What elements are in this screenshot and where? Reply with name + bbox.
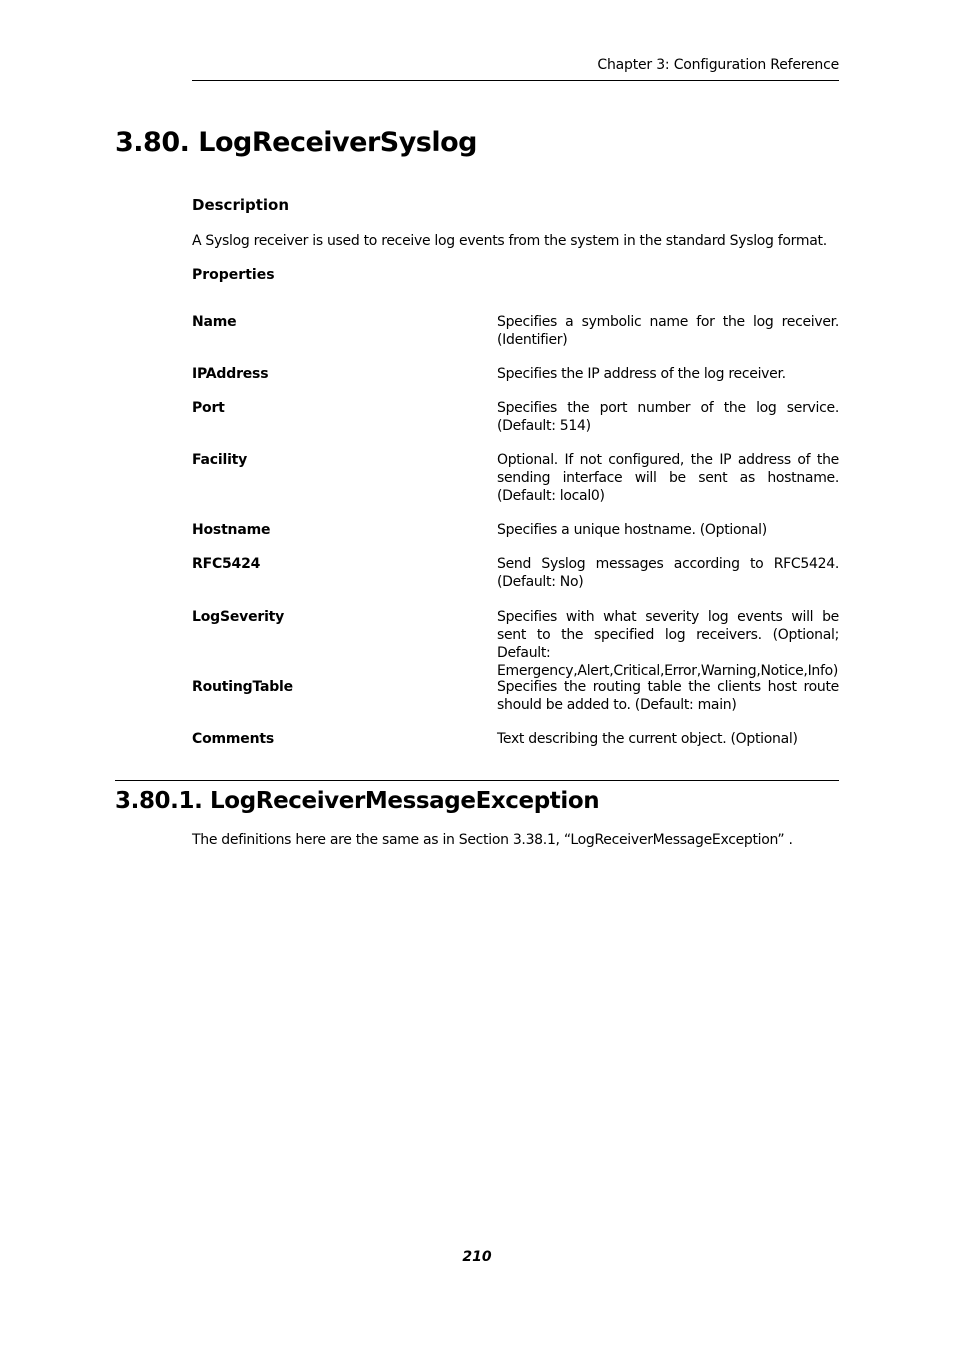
property-description: Specifies a symbolic name for the log receiver. (Identifier) xyxy=(497,314,839,348)
property-name: RoutingTable xyxy=(192,679,293,695)
property-name: Name xyxy=(192,314,237,330)
subsection-title: 3.80.1. LogReceiverMessageException xyxy=(115,788,600,814)
property-name: RFC5424 xyxy=(192,556,261,572)
property-name: IPAddress xyxy=(192,366,269,382)
property-name: Hostname xyxy=(192,522,271,538)
property-description: Specifies the port number of the log service. (Default: 514) xyxy=(497,400,839,434)
description-heading: Description xyxy=(192,196,290,214)
page-number: 210 xyxy=(462,1249,492,1265)
property-name: Port xyxy=(192,400,225,416)
property-name: Comments xyxy=(192,731,274,747)
property-description: Send Syslog messages according to RFC5424. (Default: No) xyxy=(497,556,839,590)
description-text: A Syslog receiver is used to receive log events from the system in the standard Syslog format. xyxy=(192,233,827,249)
properties-heading: Properties xyxy=(192,267,275,283)
property-description: Specifies with what severity log events will be sent to the specified log receivers. (Optional; Default: Emergency,Alert,Critical,Error,Warning,Notice,Info) xyxy=(497,609,839,679)
section-title: 3.80. LogReceiverSyslog xyxy=(115,127,478,158)
property-name: Facility xyxy=(192,452,248,468)
property-description: Specifies the IP address of the log receiver. xyxy=(497,366,786,382)
subsection-rule xyxy=(115,780,839,781)
subsection-text: The definitions here are the same as in Section 3.38.1, “LogReceiverMessageException” . xyxy=(192,832,793,848)
header-rule xyxy=(192,80,839,81)
property-description: Specifies a unique hostname. (Optional) xyxy=(497,522,767,538)
property-name: LogSeverity xyxy=(192,609,285,625)
running-header: Chapter 3: Configuration Reference xyxy=(597,57,839,73)
property-description: Optional. If not configured, the IP address of the sending interface will be sent as hostname. (Default: local0) xyxy=(497,452,839,504)
property-description: Text describing the current object. (Optional) xyxy=(497,731,798,747)
property-description: Specifies the routing table the clients host route should be added to. (Default: main) xyxy=(497,679,839,713)
